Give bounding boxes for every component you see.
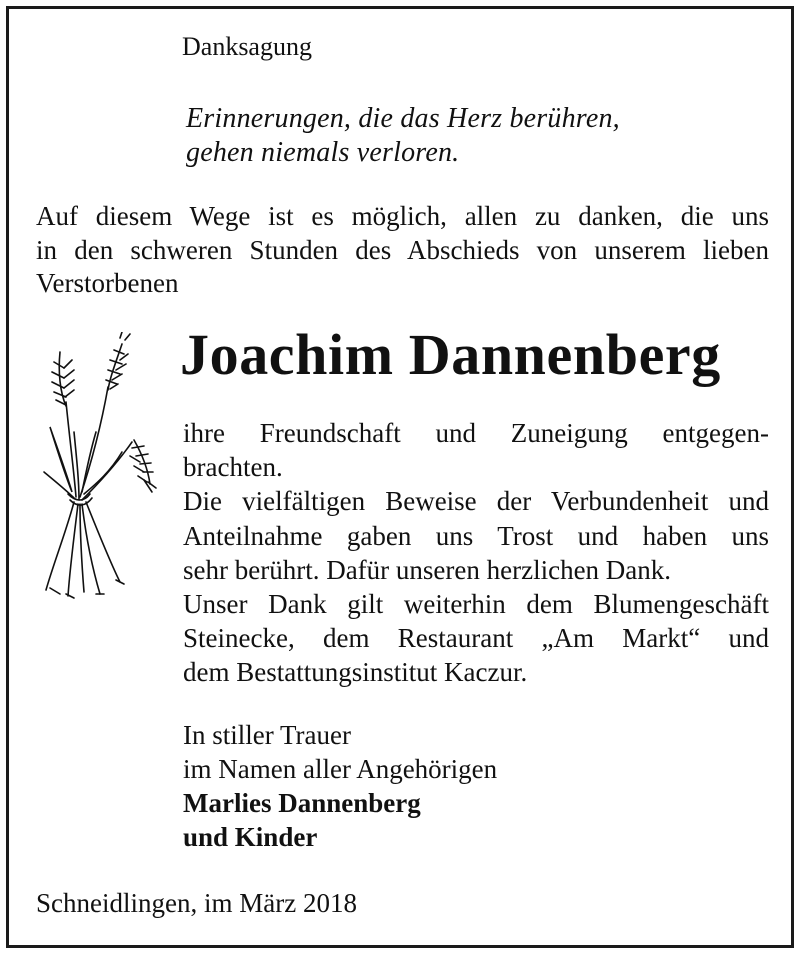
signature-mourning: In stiller Trauer xyxy=(183,720,351,750)
wheat-sheaf-icon xyxy=(30,332,162,600)
intro-line-2: in den schweren Stunden des Abschieds von unserem lieben xyxy=(36,234,769,265)
body-line-1: ihre Freundschaft und Zuneigung entgegen- xyxy=(183,418,769,448)
body-line-8: dem Bestattungsinstitut Kaczur. xyxy=(183,657,528,688)
signature-relatives: im Namen aller Angehörigen xyxy=(183,754,498,784)
place-and-date: Schneidlingen, im März 2018 xyxy=(36,888,357,918)
deceased-name: Joachim Dannenberg xyxy=(180,322,721,387)
body-line-4: Anteilnahme gaben uns Trost und haben uns xyxy=(183,520,769,551)
quote-line-2: gehen niemals verloren. xyxy=(186,137,460,168)
notice-heading: Danksagung xyxy=(182,32,312,61)
body-paragraph xyxy=(183,416,769,690)
signature-name: Marlies Dannenberg xyxy=(183,788,421,818)
intro-line-3: Verstorbenen xyxy=(36,268,179,298)
intro-line-1: Auf diesem Wege ist es möglich, allen zu danken, die uns xyxy=(36,201,769,231)
body-line-6: Unser Dank gilt weiterhin dem Blumengeschäft xyxy=(183,589,769,620)
body-line-3: Die vielfältigen Beweise der Verbundenheit und xyxy=(183,486,769,517)
quote-line-1: Erinnerungen, die das Herz berühren, xyxy=(186,103,620,134)
intro-paragraph xyxy=(36,200,769,301)
body-line-5: sehr berührt. Dafür unseren herzlichen Dank. xyxy=(183,554,672,585)
body-line-2: brachten. xyxy=(183,452,283,483)
body-line-7: Steinecke, dem Restaurant „Am Markt“ und xyxy=(183,623,769,654)
signature-children: und Kinder xyxy=(183,822,318,852)
